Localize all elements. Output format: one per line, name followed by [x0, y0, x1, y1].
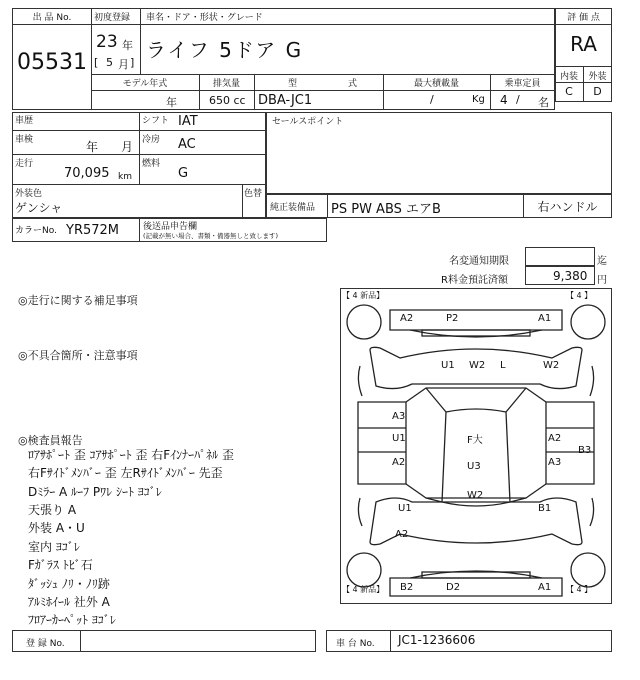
- left-a2-mark: A2: [392, 457, 406, 468]
- month-bracket-open: [: [94, 56, 99, 69]
- front-bumper-left-mark: A2: [400, 313, 414, 324]
- interior-grade: C: [565, 85, 573, 98]
- recycle-unit: 円: [597, 275, 607, 286]
- inspector-line: Fｶﾞﾗｽ ﾄﾋﾞ石: [28, 558, 93, 572]
- equipment-label: 純正装備品: [270, 203, 316, 213]
- type-label: 型: [288, 79, 298, 89]
- shift-label: シフト: [142, 116, 170, 126]
- right-fender-curve: [590, 366, 594, 396]
- car-outline: [340, 288, 612, 604]
- capacity-value: 4: [500, 93, 508, 107]
- tire-fl-label: 【 4 新品】: [342, 291, 385, 300]
- car-name: ライフ 5ドア G: [146, 38, 304, 62]
- windshield-u1-mark: U1: [441, 360, 455, 371]
- lot-no: 05531: [17, 50, 87, 75]
- rear-left-u1-mark: U1: [398, 503, 412, 514]
- year-label: 年: [122, 39, 133, 52]
- displacement-label: 排気量: [212, 79, 240, 89]
- roof-w2-mark: W2: [467, 490, 484, 501]
- exterior-grade: D: [593, 85, 602, 98]
- inspection-year-unit: 年: [86, 140, 99, 154]
- capacity-unit: 名: [538, 96, 549, 109]
- inspector-line: 室内 ﾖｺﾞﾚ: [28, 540, 80, 554]
- recycle-value: 9,380: [553, 269, 588, 283]
- after-report-label: 後送品申告欄: [143, 222, 198, 232]
- mileage-value: 70,095: [64, 166, 110, 181]
- fuel-label: 燃料: [142, 159, 161, 169]
- chassis-label: 車 台 No.: [336, 639, 375, 649]
- inspector-label: ◎検査員報告: [18, 434, 83, 447]
- inspection-label: 車検: [15, 135, 34, 145]
- ac-label: 冷房: [142, 135, 161, 145]
- rear-right-b1-mark: B1: [538, 503, 552, 514]
- rating-value: RA: [570, 32, 597, 56]
- right-a3-mark: A3: [548, 457, 562, 468]
- right-b3-mark: B3: [578, 445, 592, 456]
- inspector-line: 右Fｻｲﾄﾞﾒﾝﾊﾞｰ 歪 左Rｻｲﾄﾞﾒﾝﾊﾞｰ 先歪: [28, 466, 223, 480]
- type-value: DBA-JC1: [258, 93, 313, 108]
- tire-rr-icon: [571, 553, 605, 587]
- recycle-label: R料金預託済額: [441, 275, 508, 286]
- mileage-label: 走行: [15, 159, 34, 169]
- left-a3-mark: A3: [392, 411, 406, 422]
- inspector-line: ﾌﾛｱｰｶｰﾍﾟｯﾄ ﾖｺﾞﾚ: [28, 613, 116, 627]
- tire-fr-icon: [571, 305, 605, 339]
- roof-u3-mark: U3: [467, 461, 481, 472]
- month-bracket-close: ]: [130, 56, 135, 69]
- fuel-value: G: [178, 166, 189, 181]
- inspector-line: ﾛｱｻﾎﾟｰﾄ 歪 ｺｱｻﾎﾟｰﾄ 歪 右Fｲﾝﾅｰﾊﾟﾈﾙ 歪: [28, 448, 234, 462]
- windshield-l-mark: L: [500, 360, 506, 371]
- driving-remarks-label: ◎走行に関する補足事項: [18, 294, 138, 307]
- rear-left-a2-mark: A2: [395, 529, 409, 540]
- roof-f-mark: F大: [467, 435, 483, 446]
- mileage-unit: km: [118, 172, 132, 182]
- capacity-slash: /: [516, 93, 520, 106]
- lot-no-label: 出 品 No.: [32, 13, 72, 23]
- rear-bumper-shape: [390, 578, 562, 596]
- reg-no-label: 登 録 No.: [26, 639, 65, 649]
- car-name-label: 車名・ドア・形状・グレード: [146, 13, 263, 23]
- right-a2-mark: A2: [548, 433, 562, 444]
- inspector-line: 天張り A: [28, 503, 77, 517]
- shift-value: IAT: [178, 114, 198, 129]
- inspection-month-unit: 月: [121, 140, 134, 154]
- front-bumper-center-mark: P2: [446, 313, 459, 324]
- first-reg-year: 23: [96, 32, 118, 52]
- tire-rl-label: 【 4 新品】: [342, 585, 385, 594]
- right-window-w2-mark: W2: [543, 360, 560, 371]
- deadline-unit: 迄: [597, 256, 607, 267]
- max-load-value: /: [430, 93, 434, 106]
- inspector-line: ﾀﾞｯｼｭ ﾉﾘ・ﾉﾘ跡: [28, 577, 110, 591]
- after-report-note: (記載が無い場合、書類・備器無しと致します): [143, 232, 279, 240]
- tire-fr-label: 【 4 】: [566, 291, 593, 300]
- tire-rl-icon: [347, 553, 381, 587]
- month-label: 月: [118, 58, 129, 71]
- first-reg-label: 初度登録: [94, 13, 131, 23]
- left-u1-mark: U1: [392, 433, 406, 444]
- inspector-line: 外装 A・U: [28, 521, 85, 535]
- ext-color-label: 外装色: [15, 189, 43, 199]
- color-no-value: YR572M: [66, 223, 120, 238]
- capacity-label: 乗車定員: [504, 79, 541, 89]
- model-year-unit: 年: [166, 96, 177, 109]
- inspector-line: ｱﾙﾐﾎｲｰﾙ 社外 A: [28, 595, 110, 609]
- rear-bumper-center-mark: D2: [446, 582, 461, 593]
- front-bumper-shape: [390, 310, 562, 330]
- max-load-label: 最大積載量: [413, 79, 459, 89]
- history-label: 車歴: [15, 116, 34, 126]
- deadline-box: [525, 247, 595, 266]
- type-label-2: 式: [348, 79, 358, 89]
- interior-label: 内装: [559, 72, 578, 82]
- inspector-line: Dﾐﾗｰ A ﾙｰﾌ Pﾜﾚ ｼｰﾄ ﾖｺﾞﾚ: [28, 485, 162, 499]
- rating-label: 評 価 点: [567, 13, 600, 23]
- handle-value: 右ハンドル: [537, 200, 598, 214]
- exterior-label: 外装: [588, 72, 607, 82]
- deadline-label: 名変通知期限: [449, 256, 509, 267]
- ext-color-value: ゲンシャ: [15, 201, 63, 215]
- displacement-value: 650 cc: [209, 94, 246, 107]
- model-year-label: モデル年式: [122, 79, 168, 89]
- defects-label: ◎不具合箇所・注意事項: [18, 349, 138, 362]
- rear-bumper-right-mark: A1: [538, 582, 552, 593]
- color-change-label: 色替: [244, 189, 263, 199]
- first-reg-month: 5: [106, 56, 113, 69]
- tire-fl-icon: [347, 305, 381, 339]
- color-no-label: カラーNo.: [15, 226, 57, 236]
- windshield-w2-mark: W2: [469, 360, 486, 371]
- front-bumper-right-mark: A1: [538, 313, 552, 324]
- tire-rr-label: 【 4 】: [566, 585, 593, 594]
- sales-point-label: セールスポイント: [272, 117, 344, 127]
- chassis-no: JC1-1236606: [398, 633, 476, 647]
- max-load-unit: Kg: [472, 94, 485, 105]
- rear-bumper-left-mark: B2: [400, 582, 414, 593]
- left-fender-curve: [358, 366, 362, 396]
- ac-value: AC: [178, 137, 196, 152]
- equipment-value: PS PW ABS エアB: [331, 202, 441, 217]
